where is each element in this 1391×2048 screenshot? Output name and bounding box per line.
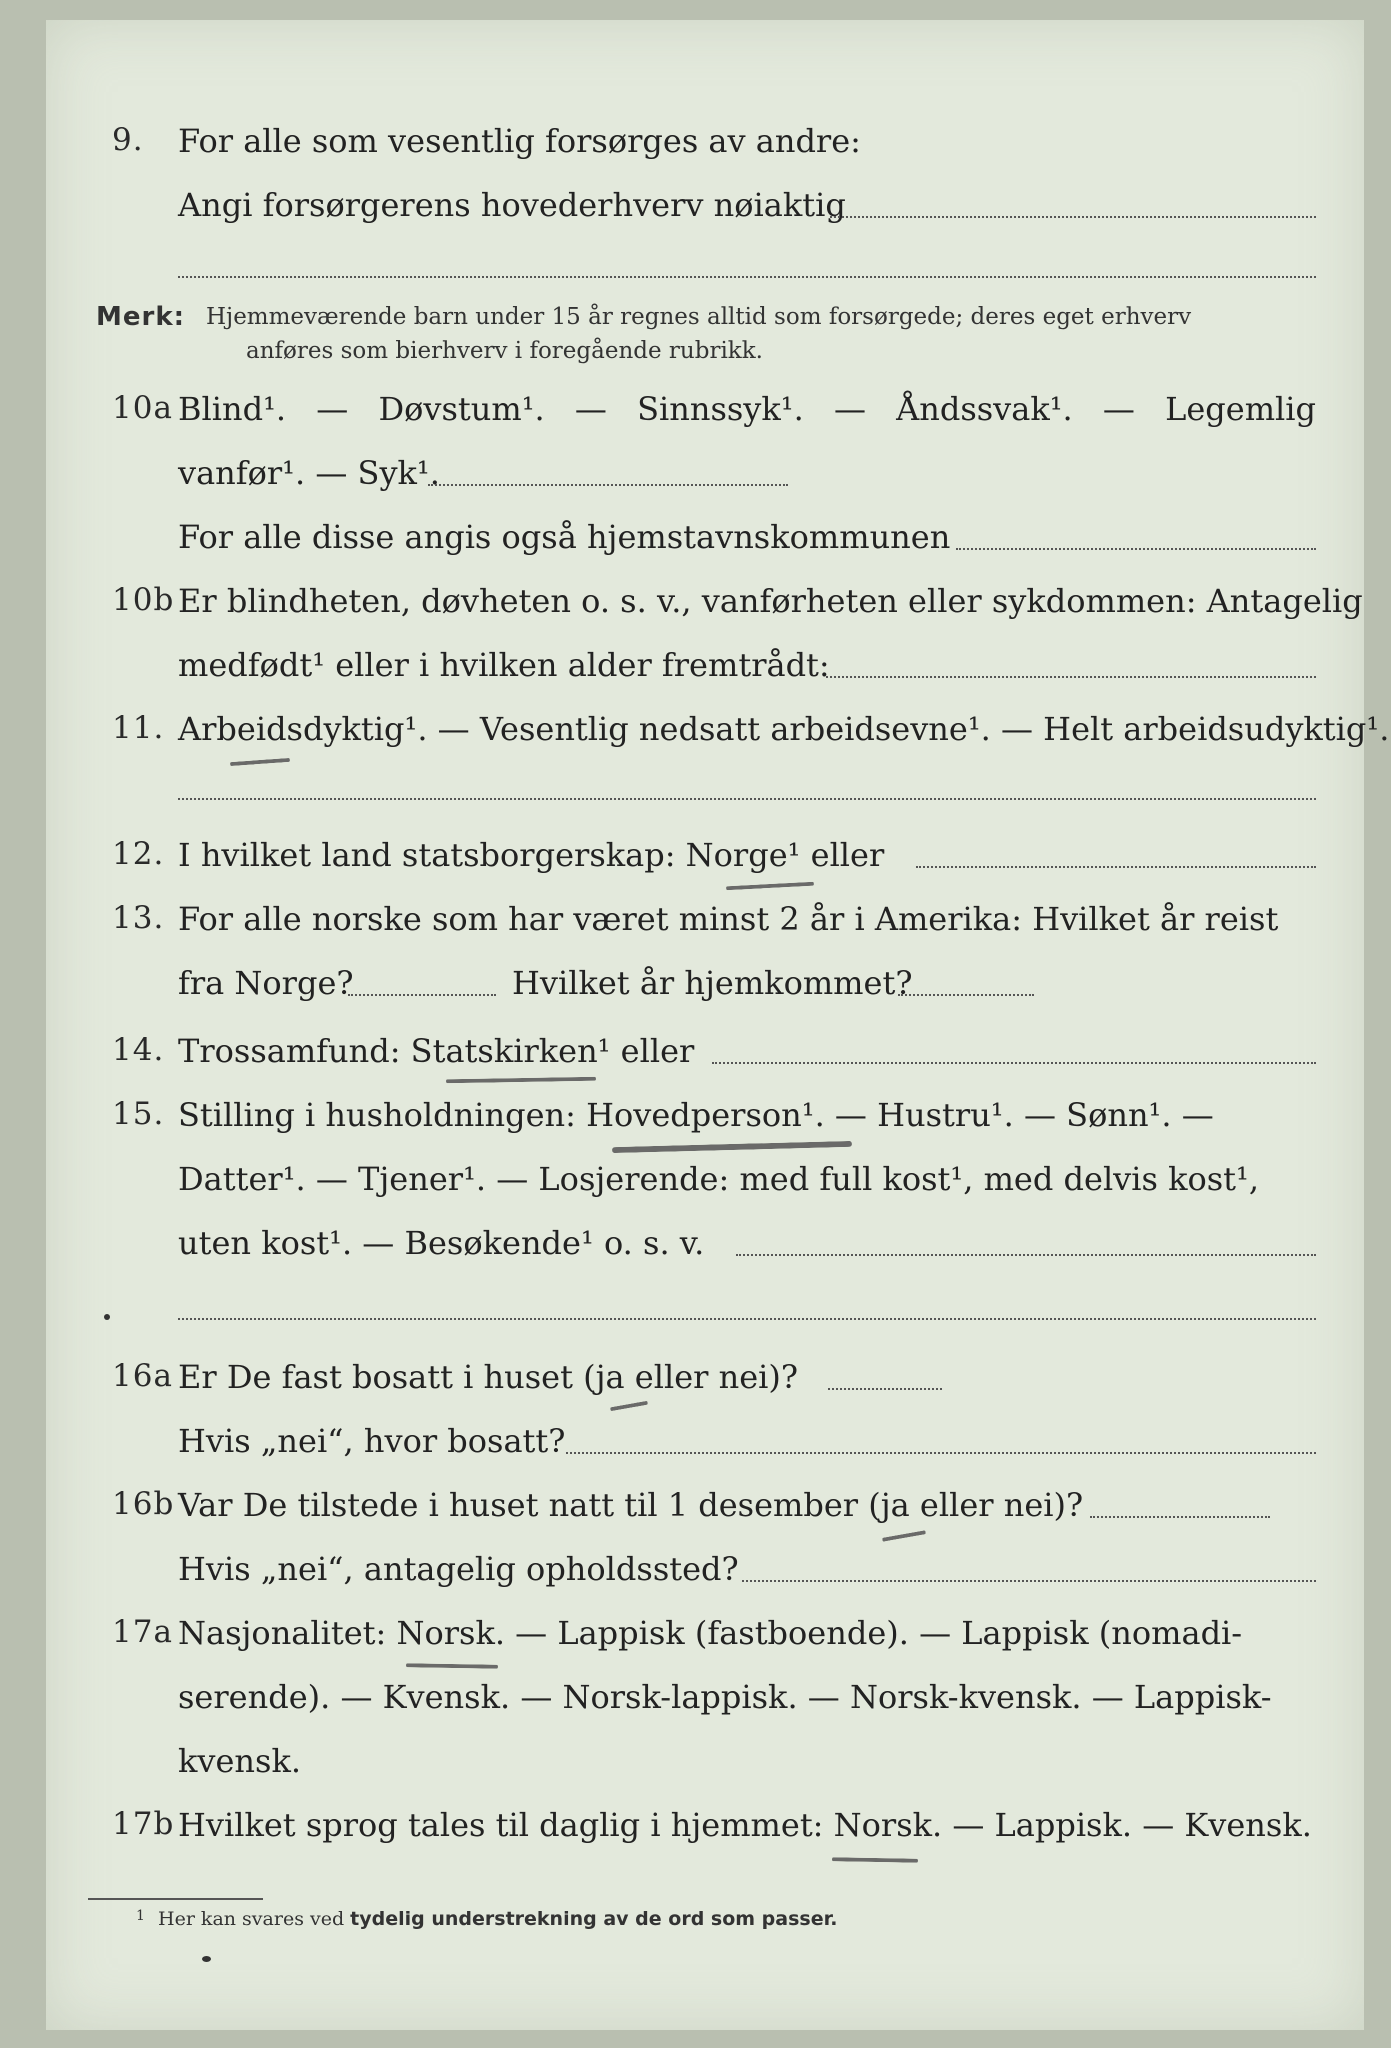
question-15-line-3 [46,1224,1364,1288]
question-text: Hvis „nei“, antagelig opholdssted? [178,1550,739,1588]
answer-line[interactable] [428,484,788,486]
note-merk [46,302,1364,366]
answer-line[interactable] [830,216,1316,218]
question-16b-line-2 [46,1550,1364,1614]
question-10a-line-2 [46,454,1364,518]
question-text: Hvis „nei“, hvor bosatt? [178,1422,566,1460]
census-form-page [46,20,1390,2030]
note-text: Hjemmeværende barn under 15 år regnes alltid som forsørgede; deres eget erhverv [206,304,1192,330]
note-text: anføres som bierhverv i foregående rubrikk. [246,338,763,364]
question-text [178,390,1316,428]
question-text: Trossamfund: Statskirken¹ eller [178,1032,695,1070]
question-number: 10b [112,582,175,618]
question-17a-line-3 [46,1742,1364,1806]
answer-line[interactable] [736,1254,1316,1256]
question-14 [46,1032,1364,1096]
separator: — [833,390,866,428]
separator: — [574,390,607,428]
answer-line[interactable] [826,676,1316,678]
question-text: Arbeidsdyktig¹. — Vesentlig nedsatt arbeidsevne¹. — Helt arbeidsudyktig¹. [178,710,1390,748]
answer-line-reist[interactable] [348,994,496,996]
option-dovstum[interactable]: Døvstum¹. [378,390,545,428]
question-text: serende). — Kvensk. — Norsk-lappisk. — Norsk-kvensk. — Lappisk- [178,1678,1272,1716]
answer-line[interactable] [956,548,1316,550]
answer-line-hjemkommet[interactable] [898,994,1034,996]
footnote-emphasis: tydelig understrekning av de ord som passer. [350,1908,838,1930]
question-text: fra Norge? [178,964,354,1002]
question-13 [46,900,1364,964]
note-label: Merk: [96,302,186,332]
question-text: For alle norske som har været minst 2 år i Amerika: Hvilket år reist [178,900,1279,938]
question-number: 16b [112,1486,175,1522]
question-text: Nasjonalitet: Norsk. — Lappisk (fastboende). — Lappisk (nomadi- [178,1614,1243,1652]
answer-line[interactable] [742,1580,1316,1582]
question-17a [46,1614,1364,1678]
question-text: For alle som vesentlig forsørges av andre: [178,122,861,160]
question-number: 9. [112,122,144,158]
answer-line[interactable] [566,1452,1316,1454]
option-legemlig[interactable]: Legemlig [1165,390,1316,428]
question-text: medfødt¹ eller i hvilken alder fremtrådt: [178,646,830,684]
question-10a-line-3 [46,518,1364,582]
question-17a-line-2 [46,1678,1364,1742]
question-text: Hvilket år hjemkommet? [512,964,913,1002]
answer-line[interactable] [178,798,1316,800]
separator: — [1102,390,1135,428]
question-number: 17b [112,1806,175,1842]
question-text: Var De tilstede i huset natt til 1 desember (ja eller nei)? [178,1486,1084,1524]
question-text: Stilling i husholdningen: Hovedperson¹. — Hustru¹. — Sønn¹. — [178,1096,1214,1134]
ink-dot [202,1956,211,1962]
question-number: 12. [112,836,165,872]
footnote-text: Her kan svares ved [158,1908,351,1930]
answer-line[interactable] [178,276,1316,278]
question-text: Angi forsørgerens hovederhverv nøiaktig [178,186,846,224]
question-17b [46,1806,1364,1870]
question-9-line-2 [46,186,1364,250]
question-number: 11. [112,710,165,746]
answer-line[interactable] [828,1388,942,1390]
answer-line[interactable] [712,1062,1316,1064]
question-text: uten kost¹. — Besøkende¹ o. s. v. [178,1224,705,1262]
answer-line[interactable] [178,1318,1316,1320]
option-blind[interactable]: Blind¹. [178,390,287,428]
option-andssvak[interactable]: Åndssvak¹. [896,390,1073,428]
footnote [158,1908,837,1930]
question-15-line-2 [46,1160,1364,1224]
question-text: Er De fast bosatt i huset (ja eller nei)? [178,1358,799,1396]
question-10b-line-2 [46,646,1364,710]
answer-line[interactable] [916,866,1316,868]
option-sinnssyk[interactable]: Sinnssyk¹. [637,390,804,428]
question-9 [46,122,1364,186]
separator: — [316,390,349,428]
question-number: 10a [112,390,173,426]
question-number: 17a [112,1614,173,1650]
footnote-rule [88,1898,263,1900]
question-number: 16a [112,1358,173,1394]
question-12 [46,836,1364,900]
question-number: 15. [112,1096,165,1132]
question-text: Er blindheten, døvheten o. s. v., vanførheten eller sykdommen: Antagelig [178,582,1363,620]
footnote-mark: 1 [136,1908,145,1924]
answer-line[interactable] [1090,1516,1270,1518]
ink-dot [104,1314,110,1320]
question-text: For alle disse angis også hjemstavnskommunen [178,518,951,556]
question-number: 13. [112,900,165,936]
question-10a [46,390,1364,454]
question-text: kvensk. [178,1742,301,1780]
question-text: Datter¹. — Tjener¹. — Losjerende: med full kost¹, med delvis kost¹, [178,1160,1260,1198]
question-text: Hvilket sprog tales til daglig i hjemmet: Norsk. — Lappisk. — Kvensk. [178,1806,1312,1844]
question-number: 14. [112,1032,165,1068]
question-16a-line-2 [46,1422,1364,1486]
question-text: I hvilket land statsborgerskap: Norge¹ eller [178,836,885,874]
question-16b [46,1486,1364,1550]
question-10b [46,582,1364,646]
question-13-line-2 [46,964,1364,1028]
question-16a [46,1358,1364,1422]
question-text: vanfør¹. — Syk¹. [178,454,440,492]
